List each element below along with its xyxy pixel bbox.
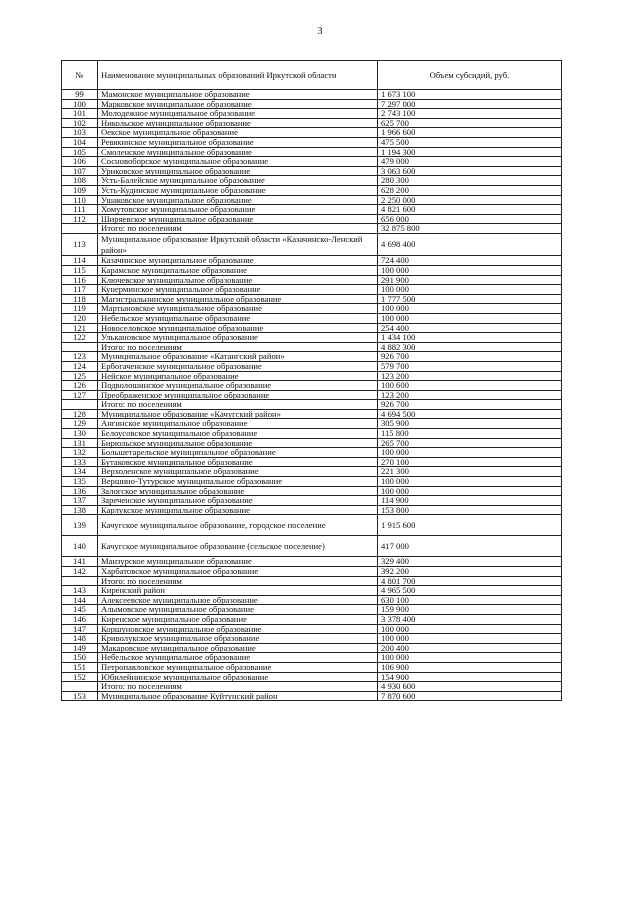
table-row — [62, 567, 562, 577]
row-municipality-name: Хомутовское муниципальное образование — [98, 205, 378, 215]
row-municipality-name: Подволошинское муниципальное образование — [98, 381, 378, 391]
table-row — [62, 166, 562, 176]
row-number: 100 — [62, 99, 98, 109]
row-subsidy-amount: 475 500 — [378, 137, 562, 147]
table-row — [62, 90, 562, 100]
row-number: 105 — [62, 147, 98, 157]
row-subsidy-amount: 100 000 — [378, 304, 562, 314]
table-row — [62, 419, 562, 429]
row-subsidy-amount: 1 673 100 — [378, 90, 562, 100]
row-subsidy-amount: 628 200 — [378, 185, 562, 195]
row-subsidy-amount: 100 000 — [378, 285, 562, 295]
table-row — [62, 128, 562, 138]
row-municipality-name: Залогское муниципальное образование — [98, 486, 378, 496]
table-row — [62, 448, 562, 458]
row-number: 109 — [62, 185, 98, 195]
row-number: 111 — [62, 205, 98, 215]
table-row — [62, 147, 562, 157]
table-row — [62, 233, 562, 255]
row-municipality-name: Ключевское муниципальное образование — [98, 275, 378, 285]
row-municipality-name: Смоленское муниципальное образование — [98, 147, 378, 157]
row-number: 152 — [62, 672, 98, 682]
row-subsidy-amount: 4 930 600 — [378, 682, 562, 692]
row-municipality-name: Манзурское муниципальное образование — [98, 557, 378, 567]
row-number — [62, 576, 98, 586]
row-subsidy-amount: 200 400 — [378, 643, 562, 653]
row-number: 135 — [62, 477, 98, 487]
row-subsidy-amount: 7 870 600 — [378, 691, 562, 701]
table-row — [62, 438, 562, 448]
row-municipality-name: Криволукское муниципальное образование — [98, 634, 378, 644]
row-subsidy-amount: 579 700 — [378, 361, 562, 371]
row-number: 141 — [62, 557, 98, 567]
row-subsidy-amount: 221 300 — [378, 467, 562, 477]
row-subsidy-amount: 392 200 — [378, 567, 562, 577]
row-subsidy-amount: 123 200 — [378, 390, 562, 400]
table-row — [62, 505, 562, 515]
row-subsidy-amount: 100 000 — [378, 313, 562, 323]
subsidies-table — [61, 60, 562, 701]
row-municipality-name: Карамское муниципальное образование — [98, 265, 378, 275]
row-number: 106 — [62, 157, 98, 167]
row-municipality-name: Верхоленское муниципальное образование — [98, 467, 378, 477]
row-number: 127 — [62, 390, 98, 400]
row-number: 101 — [62, 109, 98, 119]
table-row — [62, 672, 562, 682]
row-number: 138 — [62, 505, 98, 515]
row-subsidy-amount: 265 700 — [378, 438, 562, 448]
row-municipality-name: Ушаковское муниципальное образование — [98, 195, 378, 205]
row-number: 110 — [62, 195, 98, 205]
table-row — [62, 118, 562, 128]
table-row — [62, 586, 562, 596]
row-municipality-name: Бирюльское муниципальное образование — [98, 438, 378, 448]
row-municipality-name: Новоселовское муниципальное образование — [98, 323, 378, 333]
row-number: 124 — [62, 361, 98, 371]
row-number: 149 — [62, 643, 98, 653]
row-subsidy-amount: 4 698 400 — [378, 233, 562, 255]
row-number: 125 — [62, 371, 98, 381]
page-number: 3 — [317, 26, 323, 37]
row-subsidy-amount: 7 297 000 — [378, 99, 562, 109]
row-number: 140 — [62, 536, 98, 557]
row-number — [62, 682, 98, 692]
table-row — [62, 486, 562, 496]
table-row — [62, 457, 562, 467]
row-subsidy-amount: 1 434 100 — [378, 333, 562, 343]
table-row — [62, 381, 562, 391]
table-row — [62, 275, 562, 285]
row-subsidy-amount: 4 821 600 — [378, 205, 562, 215]
row-municipality-name: Итого: по поселениям — [98, 224, 378, 234]
row-number: 120 — [62, 313, 98, 323]
row-number: 108 — [62, 176, 98, 186]
table-row — [62, 371, 562, 381]
row-subsidy-amount: 1 777 500 — [378, 294, 562, 304]
row-municipality-name: Зареченское муниципальное образование — [98, 496, 378, 506]
row-subsidy-amount: 106 900 — [378, 662, 562, 672]
subtotal-row — [62, 682, 562, 692]
table-row — [62, 294, 562, 304]
table-row — [62, 429, 562, 439]
subtotal-row — [62, 224, 562, 234]
row-number: 153 — [62, 691, 98, 701]
row-subsidy-amount: 417 000 — [378, 536, 562, 557]
row-number: 116 — [62, 275, 98, 285]
row-subsidy-amount: 3 378 400 — [378, 614, 562, 624]
row-municipality-name: Усть-Балейское муниципальное образование — [98, 176, 378, 186]
row-number: 148 — [62, 634, 98, 644]
row-municipality-name: Оекское муниципальное образование — [98, 128, 378, 138]
table-row — [62, 265, 562, 275]
row-number: 117 — [62, 285, 98, 295]
row-subsidy-amount: 32 875 800 — [378, 224, 562, 234]
row-subsidy-amount: 1 915 600 — [378, 515, 562, 536]
row-number: 118 — [62, 294, 98, 304]
row-subsidy-amount: 254 400 — [378, 323, 562, 333]
table-row — [62, 333, 562, 343]
table-row — [62, 634, 562, 644]
row-municipality-name: Бутаковское муниципальное образование — [98, 457, 378, 467]
row-number: 147 — [62, 624, 98, 634]
row-number: 146 — [62, 614, 98, 624]
table-row — [62, 313, 562, 323]
row-municipality-name: Итого: по поселениям — [98, 400, 378, 410]
row-subsidy-amount: 100 000 — [378, 265, 562, 275]
table-row — [62, 137, 562, 147]
row-number: 136 — [62, 486, 98, 496]
row-municipality-name: Мартыновское муниципальное образование — [98, 304, 378, 314]
row-municipality-name: Коршуновское муниципальное образование — [98, 624, 378, 634]
row-municipality-name: Преображенское муниципальное образование — [98, 390, 378, 400]
row-municipality-name: Муниципальное образование «Катангский район» — [98, 352, 378, 362]
row-subsidy-amount: 724 400 — [378, 256, 562, 266]
row-subsidy-amount: 159 900 — [378, 605, 562, 615]
row-subsidy-amount: 100 000 — [378, 477, 562, 487]
row-number: 102 — [62, 118, 98, 128]
table-row — [62, 214, 562, 224]
row-municipality-name: Киренский район — [98, 586, 378, 596]
row-municipality-name: Качугское муниципальное образование (сельское поселение) — [98, 536, 378, 557]
row-number: 107 — [62, 166, 98, 176]
row-subsidy-amount: 100 000 — [378, 653, 562, 663]
table-row — [62, 109, 562, 119]
row-subsidy-amount: 270 100 — [378, 457, 562, 467]
row-number: 113 — [62, 233, 98, 255]
row-subsidy-amount: 100 000 — [378, 448, 562, 458]
row-subsidy-amount: 305 900 — [378, 419, 562, 429]
row-subsidy-amount: 2 743 100 — [378, 109, 562, 119]
row-subsidy-amount: 4 694 500 — [378, 409, 562, 419]
row-municipality-name: Ангинское муниципальное образование — [98, 419, 378, 429]
header-number: № — [62, 61, 98, 90]
row-municipality-name: Усть-Кудинское муниципальное образование — [98, 185, 378, 195]
row-subsidy-amount: 625 700 — [378, 118, 562, 128]
row-municipality-name: Муниципальное образование Иркутской области «Казачинско-Ленский район» — [98, 233, 378, 255]
row-number: 121 — [62, 323, 98, 333]
row-municipality-name: Муниципальное образование «Качугский район» — [98, 409, 378, 419]
row-municipality-name: Небельское муниципальное образование — [98, 313, 378, 323]
row-number: 143 — [62, 586, 98, 596]
row-subsidy-amount: 4 801 700 — [378, 576, 562, 586]
row-number: 119 — [62, 304, 98, 314]
row-number: 129 — [62, 419, 98, 429]
table-row — [62, 176, 562, 186]
table-row — [62, 361, 562, 371]
table-row — [62, 477, 562, 487]
row-municipality-name: Никольское муниципальное образование — [98, 118, 378, 128]
row-subsidy-amount: 630 100 — [378, 595, 562, 605]
row-municipality-name: Вершино-Тутурское муниципальное образование — [98, 477, 378, 487]
table-row — [62, 662, 562, 672]
table-row — [62, 157, 562, 167]
row-subsidy-amount: 656 000 — [378, 214, 562, 224]
row-municipality-name: Карлукское муниципальное образование — [98, 505, 378, 515]
row-number: 150 — [62, 653, 98, 663]
row-subsidy-amount: 926 700 — [378, 352, 562, 362]
table-row — [62, 643, 562, 653]
row-municipality-name: Небельское муниципальное образование — [98, 653, 378, 663]
row-number: 123 — [62, 352, 98, 362]
row-number: 134 — [62, 467, 98, 477]
row-municipality-name: Петропавловское муниципальное образование — [98, 662, 378, 672]
row-municipality-name: Молодежное муниципальное образование — [98, 109, 378, 119]
table-row — [62, 653, 562, 663]
row-number: 130 — [62, 429, 98, 439]
table-row — [62, 557, 562, 567]
row-subsidy-amount: 100 000 — [378, 634, 562, 644]
row-municipality-name: Нейское муниципальное образование — [98, 371, 378, 381]
row-municipality-name: Качугское муниципальное образование, городское поселение — [98, 515, 378, 536]
row-number: 139 — [62, 515, 98, 536]
table-row — [62, 352, 562, 362]
row-subsidy-amount: 100 600 — [378, 381, 562, 391]
row-subsidy-amount: 4 882 300 — [378, 342, 562, 352]
row-number: 103 — [62, 128, 98, 138]
row-number: 142 — [62, 567, 98, 577]
row-number: 99 — [62, 90, 98, 100]
row-municipality-name: Макаровское муниципальное образование — [98, 643, 378, 653]
row-subsidy-amount: 153 800 — [378, 505, 562, 515]
row-municipality-name: Казачинское муниципальное образование — [98, 256, 378, 266]
row-number: 137 — [62, 496, 98, 506]
row-number — [62, 400, 98, 410]
table-row — [62, 390, 562, 400]
row-subsidy-amount: 479 000 — [378, 157, 562, 167]
table-row — [62, 205, 562, 215]
table-header-row — [62, 61, 562, 90]
table-row — [62, 185, 562, 195]
row-municipality-name: Уриковское муниципальное образование — [98, 166, 378, 176]
table-row — [62, 624, 562, 634]
row-municipality-name: Ербогаченское муниципальное образование — [98, 361, 378, 371]
subtotal-row — [62, 576, 562, 586]
row-municipality-name: Магистральнинское муниципальное образование — [98, 294, 378, 304]
table-body — [62, 90, 562, 701]
table-row — [62, 496, 562, 506]
table-row — [62, 256, 562, 266]
row-municipality-name: Муниципальное образование Куйтунский район — [98, 691, 378, 701]
table-row — [62, 195, 562, 205]
row-municipality-name: Кунерминское муниципальное образование — [98, 285, 378, 295]
row-subsidy-amount: 329 400 — [378, 557, 562, 567]
row-municipality-name: Итого: по поселениям — [98, 576, 378, 586]
row-subsidy-amount: 1 966 600 — [378, 128, 562, 138]
row-subsidy-amount: 100 000 — [378, 486, 562, 496]
row-subsidy-amount: 115 800 — [378, 429, 562, 439]
table-row — [62, 595, 562, 605]
row-municipality-name: Большетарельское муниципальное образование — [98, 448, 378, 458]
row-subsidy-amount: 1 194 300 — [378, 147, 562, 157]
table-row — [62, 285, 562, 295]
table-row — [62, 409, 562, 419]
row-number: 104 — [62, 137, 98, 147]
subtotal-row — [62, 400, 562, 410]
table-row — [62, 536, 562, 557]
row-number: 128 — [62, 409, 98, 419]
header-municipality-name: Наименование муниципальных образований Иркутской области — [98, 61, 378, 90]
row-municipality-name: Киренское муниципальное образование — [98, 614, 378, 624]
row-number — [62, 224, 98, 234]
table-row — [62, 304, 562, 314]
row-subsidy-amount: 280 300 — [378, 176, 562, 186]
row-subsidy-amount: 291 900 — [378, 275, 562, 285]
row-municipality-name: Ширяевское муниципальное образование — [98, 214, 378, 224]
row-number: 133 — [62, 457, 98, 467]
row-municipality-name: Алексеевское муниципальное образование — [98, 595, 378, 605]
row-number: 112 — [62, 214, 98, 224]
row-municipality-name: Итого: по поселениям — [98, 682, 378, 692]
table-row — [62, 605, 562, 615]
row-number: 114 — [62, 256, 98, 266]
row-municipality-name: Юбилейнинское муниципальное образование — [98, 672, 378, 682]
row-number — [62, 342, 98, 352]
header-subsidy-amount: Объем субсидий, руб. — [378, 61, 562, 90]
row-number: 126 — [62, 381, 98, 391]
subtotal-row — [62, 342, 562, 352]
row-municipality-name: Улькановское муниципальное образование — [98, 333, 378, 343]
row-subsidy-amount: 3 063 600 — [378, 166, 562, 176]
table-row — [62, 614, 562, 624]
row-municipality-name: Алымовское муниципальное образование — [98, 605, 378, 615]
row-municipality-name: Харбатовское муниципальное образование — [98, 567, 378, 577]
row-number: 144 — [62, 595, 98, 605]
row-subsidy-amount: 4 965 500 — [378, 586, 562, 596]
row-number: 115 — [62, 265, 98, 275]
table-row — [62, 323, 562, 333]
row-municipality-name: Ревякинское муниципальное образование — [98, 137, 378, 147]
table-row — [62, 99, 562, 109]
row-subsidy-amount: 114 900 — [378, 496, 562, 506]
row-subsidy-amount: 100 000 — [378, 624, 562, 634]
row-number: 122 — [62, 333, 98, 343]
row-municipality-name: Белоусовское муниципальное образование — [98, 429, 378, 439]
table-row — [62, 515, 562, 536]
row-subsidy-amount: 123 200 — [378, 371, 562, 381]
row-subsidy-amount: 154 900 — [378, 672, 562, 682]
row-number: 131 — [62, 438, 98, 448]
row-municipality-name: Марковское муниципальное образование — [98, 99, 378, 109]
row-number: 151 — [62, 662, 98, 672]
row-number: 145 — [62, 605, 98, 615]
table-row — [62, 691, 562, 701]
row-subsidy-amount: 926 700 — [378, 400, 562, 410]
table-row — [62, 467, 562, 477]
row-subsidy-amount: 2 250 000 — [378, 195, 562, 205]
row-municipality-name: Мамонское муниципальное образование — [98, 90, 378, 100]
row-municipality-name: Итого: по поселениям — [98, 342, 378, 352]
row-number: 132 — [62, 448, 98, 458]
row-municipality-name: Сосновоборское муниципальное образование — [98, 157, 378, 167]
